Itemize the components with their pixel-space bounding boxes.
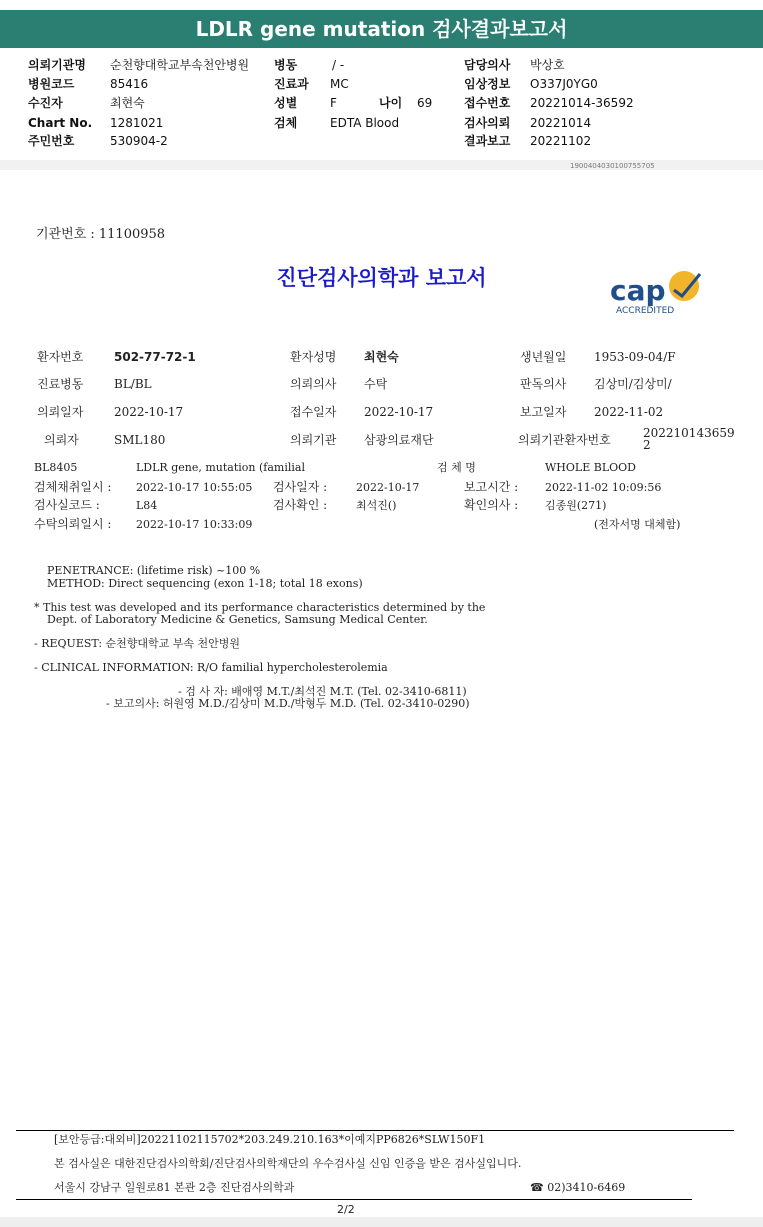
cap-accredited-text: ACCREDITED: [616, 306, 675, 316]
time-value: 2022-10-17: [356, 481, 420, 494]
patient-label: 환자번호: [37, 350, 84, 364]
patient-label: 의뢰기관환자번호: [518, 433, 611, 447]
header-value: O337J0YG0: [530, 77, 598, 91]
patient-id: 502-77-72-1: [114, 350, 196, 364]
lab-address: 서울시 강남구 일원로81 본관 2층 진단검사의학과: [54, 1181, 295, 1194]
patient-label: 의뢰자: [44, 433, 79, 447]
header-label: 임상정보: [464, 77, 511, 91]
bottom-bar: [0, 1217, 763, 1227]
report-title: LDLR gene mutation 검사결과보고서: [0, 10, 763, 48]
time-value: 김종원(271): [545, 499, 607, 512]
patient-label: 생년월일: [520, 350, 567, 364]
patient-value: 김상미/김상미/: [594, 377, 672, 391]
header-label: 진료과: [274, 77, 309, 91]
patient-label: 의뢰기관: [290, 433, 337, 447]
header-value: / -: [332, 58, 345, 72]
header-label: 병동: [274, 58, 298, 72]
header-value: 순천향대학교부속천안병원: [110, 58, 250, 72]
age-label: 나이: [379, 96, 403, 110]
header-label: Chart No.: [28, 116, 93, 130]
time-label: 확인의사 :: [464, 498, 519, 512]
header-label: 담당의사: [464, 58, 511, 72]
time-label: 검사일자 :: [273, 480, 328, 494]
patient-value: 수탁: [364, 377, 388, 391]
patient-value: 1953-09-04/F: [594, 350, 676, 364]
patient-label: 의뢰일자: [37, 405, 84, 419]
document-title: 진단검사의학과 보고서: [276, 266, 487, 290]
header-value: EDTA Blood: [330, 116, 400, 130]
signature-note: (전자서명 대체함): [594, 518, 681, 531]
patient-label: 환자성명: [290, 350, 337, 364]
age-value: 69: [417, 96, 433, 110]
body-line: * This test was developed and its performance characteristics determined by the: [34, 601, 486, 614]
footer-divider: [16, 1199, 692, 1200]
header-value: 85416: [110, 77, 149, 91]
body-line: METHOD: Direct sequencing (exon 1-18; total 18 exons): [47, 577, 363, 590]
body-line: - CLINICAL INFORMATION: R/O familial hypercholesterolemia: [34, 661, 388, 674]
certification-note: 본 검사실은 대한진단검사의학회/진단검사의학재단의 우수검사실 신임 인증을 받은 검사실입니다.: [54, 1157, 522, 1170]
header-value: 530904-2: [110, 134, 168, 148]
patient-name: 최현숙: [364, 350, 399, 364]
header-value: F: [330, 96, 337, 110]
header-value: 1281021: [110, 116, 164, 130]
time-label: 검사확인 :: [273, 498, 328, 512]
patient-label: 판독의사: [520, 377, 567, 391]
header-value: 20221014: [530, 116, 592, 130]
patient-label: 보고일자: [520, 405, 567, 419]
lab-phone: ☎ 02)3410-6469: [530, 1181, 626, 1194]
time-value: L84: [136, 499, 158, 512]
time-value: 2022-10-17 10:55:05: [136, 481, 253, 494]
patient-value: 삼광의료재단: [364, 433, 434, 447]
header-label: 결과보고: [464, 134, 511, 148]
time-value: 2022-11-02 10:09:56: [545, 481, 662, 494]
time-value: 최석진(): [356, 499, 397, 512]
header-value: MC: [330, 77, 349, 91]
body-line: Dept. of Laboratory Medicine & Genetics, Samsung Medical Center.: [47, 613, 428, 626]
time-value: 2022-10-17 10:33:09: [136, 518, 253, 531]
barcode-text: 1900404030100755705: [570, 162, 655, 170]
header-value: 20221102: [530, 134, 592, 148]
test-code: BL8405: [34, 461, 78, 474]
page-number: 2/2: [337, 1203, 355, 1216]
specimen-value: WHOLE BLOOD: [545, 461, 636, 474]
header-label: 성별: [274, 96, 298, 110]
header-label: 접수번호: [464, 96, 511, 110]
time-label: 보고시간 :: [464, 480, 519, 494]
header-value: 최현숙: [110, 96, 145, 110]
header-label: 수진자: [28, 96, 63, 110]
header-label: 병원코드: [28, 77, 75, 91]
patient-label: 접수일자: [290, 405, 337, 419]
time-label: 검사실코드 :: [34, 498, 100, 512]
patient-value: 2022-11-02: [594, 405, 664, 419]
security-line: [보안등급:대외비]20221102115702*203.249.210.163*이예지PP6826*SLW150F1: [54, 1133, 486, 1146]
header-label: 검사의뢰: [464, 116, 511, 130]
patient-value: BL/BL: [114, 377, 152, 391]
patient-value: SML180: [114, 433, 166, 447]
time-label: 수탁의뢰일시 :: [34, 517, 112, 531]
header-value: 박상호: [530, 58, 565, 72]
body-line: - 검 사 자: 배애영 M.T./최석진 M.T. (Tel. 02-3410-6811): [178, 685, 467, 698]
specimen-label: 검 체 명: [437, 461, 476, 474]
patient-value: 2022101436592: [643, 426, 735, 452]
time-label: 검체채취일시 :: [34, 480, 112, 494]
footer-divider: [16, 1130, 734, 1131]
patient-label: 진료병동: [37, 377, 84, 391]
test-name: LDLR gene, mutation (familial: [136, 461, 305, 474]
patient-value: 2022-10-17: [364, 405, 434, 419]
header-label: 의뢰기관명: [28, 58, 86, 72]
patient-value: 2022-10-17: [114, 405, 184, 419]
patient-label: 의뢰의사: [290, 377, 337, 391]
institution-number: 기관번호 : 11100958: [36, 227, 166, 242]
cap-accredited-logo: [608, 268, 708, 318]
body-line: - 보고의사: 허원영 M.D./김상미 M.D./박형두 M.D. (Tel. 02-3410-0290): [106, 697, 470, 710]
header-value: 20221014-36592: [530, 96, 634, 110]
header-label: 주민번호: [28, 134, 75, 148]
body-line: - REQUEST: 순천향대학교 부속 천안병원: [34, 637, 241, 650]
cap-brand: cap: [610, 274, 666, 307]
body-line: PENETRANCE: (lifetime risk) ~100 %: [47, 564, 261, 577]
header-label: 검체: [274, 116, 298, 130]
